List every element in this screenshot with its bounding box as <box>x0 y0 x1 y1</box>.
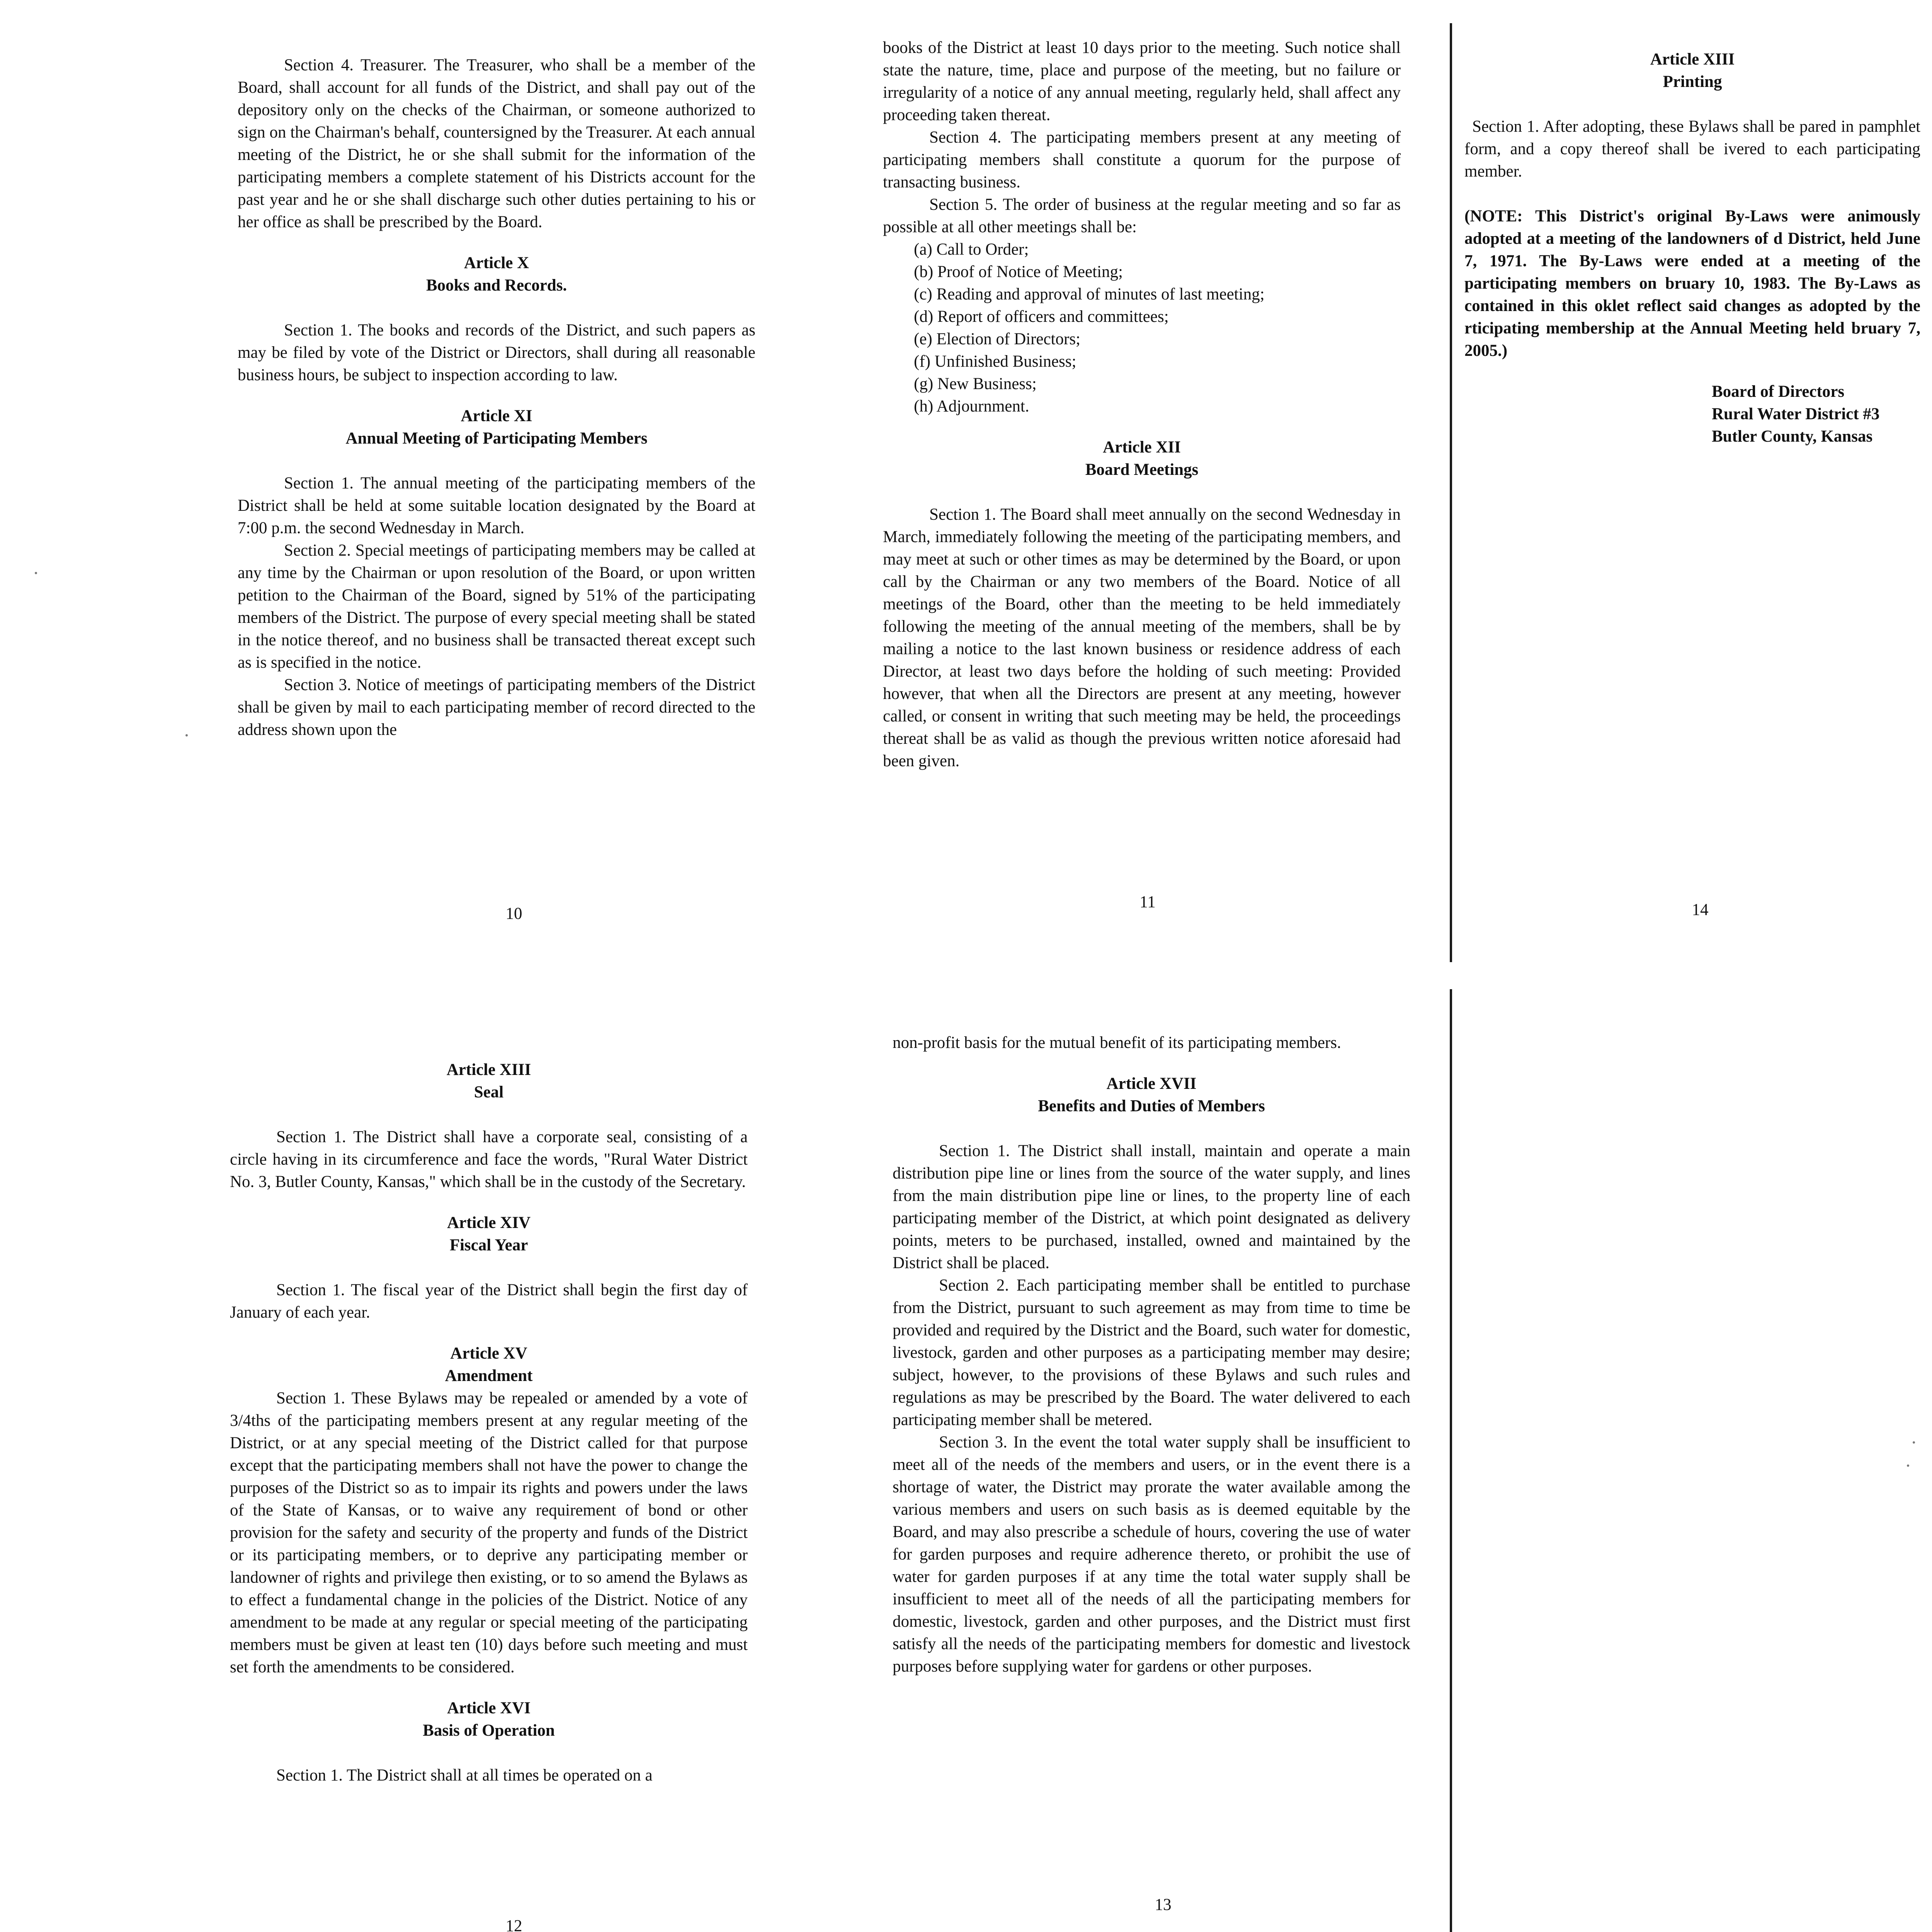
article-16-section-1: Section 1. The District shall at all times be operated on a <box>276 1766 653 1784</box>
article-14-section-1: Section 1. The fiscal year of the District shall begin the first day of January of each year. <box>230 1281 748 1321</box>
list-item: (c) Reading and approval of minutes of last meeting; <box>914 285 1265 303</box>
notice-continuation: books of the District at least 10 days prior to the meeting. Such notice shall state the nature, time, place and purpose of the meeting, but no failure or irregularity of a notice of any annual meeting, regularly held, shall affect any proceeding taken thereat. <box>883 39 1401 124</box>
article-12-section-1: Section 1. The Board shall meet annually on the second Wednesday in March, immediately following the meeting of the participating members, and may meet at such or other times as may be determined by the Board, or upon call by the Chairman or any two members of the Board. Notice of all meetings of the Board, other than the meeting to be held immediately following the meeting of the annual meeting of the members, shall be by mailing a notice to the last known business or residence address of each Director, at least two days before the holding of such meeting: Provided however, that when all the Directors are present at any meeting, however called, or consent in writing that such meeting may be held, the proceedings thereat shall be as valid as though the previous written notice aforesaid had been given. <box>883 505 1401 770</box>
scan-speck <box>1907 1464 1909 1467</box>
article-12-heading: Article XII Board Meetings <box>1085 438 1199 479</box>
article-15-heading: Article XV Amendment <box>445 1344 533 1385</box>
list-item: (e) Election of Directors; <box>914 330 1081 348</box>
page-number-10: 10 <box>505 905 522 923</box>
signature-block: Board of Directors Rural Water District #3 Butler County, Kansas <box>1712 383 1880 446</box>
article-13-section-1: Section 1. The District shall have a corporate seal, consisting of a circle having in its circumference and face the words, "Rural Water District No. 3, Butler County, Kansas," which shall be in the custody of the Secretary. <box>230 1128 748 1191</box>
article-13-seal-heading: Article XIII Seal <box>446 1061 531 1101</box>
fold-line-top <box>1450 23 1452 962</box>
list-item: (h) Adjournment. <box>914 397 1029 415</box>
article-17-section-1: Section 1. The District shall install, maintain and operate a main distribution pipe line or lines from the source of the water supply, and lines from the main distribution pipe line or lines, to the property line of each participating member of the District, at which point designated as delivery points, meters to be purchased, installed, owned and maintained by the District shall be placed. <box>893 1142 1410 1272</box>
list-item: (g) New Business; <box>914 375 1037 393</box>
list-item: (d) Report of officers and committees; <box>914 308 1169 326</box>
article-11-section-5: Section 5. The order of business at the regular meeting and so far as possible at all other meetings shall be: <box>883 196 1401 236</box>
article-11-section-3: Section 3. Notice of meetings of participating members of the District shall be given by mail to each participating member of record directed to the address shown upon the <box>238 676 755 739</box>
article-13-printing-heading: Article XIII Printing <box>1650 50 1735 91</box>
article-17-section-2: Section 2. Each participating member shall be entitled to purchase from the District, pursuant to such agreement as may from time to time be provided and required by the District and the Board, such water for domestic, livestock, garden and other purposes as a participating member may desire; subject, however, to the provisions of these Bylaws and such rules and regulations as may be prescribed by the Board. The water delivered to each participating member shall be metered. <box>893 1276 1410 1429</box>
article-11-heading: Article XI Annual Meeting of Participating Members <box>345 407 648 447</box>
list-item: (b) Proof of Notice of Meeting; <box>914 263 1123 281</box>
adoption-note: (NOTE: This District's original By-Laws were animously adopted at a meeting of the landowners of d District, held June 7, 1971. The By-Laws were ended at a meeting of the participating members on bruary 10, 1983. The By-Laws as contained in this oklet reflect said changes as adopted by the rticipating membership at the Annual Meeting held bruary 7, 2005.) <box>1464 207 1920 360</box>
list-item: (f) Unfinished Business; <box>914 352 1077 371</box>
list-item: (a) Call to Order; <box>914 240 1029 259</box>
scan-speck <box>35 572 37 574</box>
article-15-section-1: Section 1. These Bylaws may be repealed or amended by a vote of 3/4ths of the participating members present at any regular meeting of the District, or at any special meeting of the District called for that purpose except that the participating members shall not have the power to change the purposes of the District so as to impair its rights and powers under the laws of the State of Kansas, or to waive any requirement of bond or other provision for the safety and security of the property and funds of the District or its participating members, or to deprive any participating member or landowner of rights and privilege then existing, or to so amend the Bylaws as to effect a fundamental change in the policies of the District. Notice of any amendment to be made at any regular or special meeting of the participating members must be given at least ten (10) days before such meeting and must set forth the amendments to be considered. <box>230 1389 748 1676</box>
page-number-11: 11 <box>1139 893 1156 911</box>
article-14-heading: Article XIV Fiscal Year <box>447 1214 531 1254</box>
page-14 <box>1464 48 1920 448</box>
page-number-12: 12 <box>505 1917 522 1932</box>
article-11-section-4: Section 4. The participating members present at any meeting of participating members shall constitute a quorum for the purpose of transacting business. <box>883 128 1401 191</box>
page-11 <box>883 37 1401 772</box>
article-17-heading: Article XVII Benefits and Duties of Members <box>1038 1075 1265 1115</box>
page-number-14: 14 <box>1692 901 1709 919</box>
treasurer-section: Section 4. Treasurer. The Treasurer, who shall be a member of the Board, shall account for all funds of the District, and shall pay out of the depository only on the checks of the Chairman, or someone authorized to sign on the Chairman's behalf, countersigned by the Treasurer. At each annual meeting of the District, he or she shall submit for the information of the participating members a complete statement of his Districts account for the past year and he or she shall discharge such other duties pertaining to his or her office as shall be prescribed by the Board. <box>238 56 755 231</box>
fold-line-bottom <box>1450 989 1452 1932</box>
article-11-section-1: Section 1. The annual meeting of the participating members of the District shall be held at some suitable location designated by the Board at 7:00 p.m. the second Wednesday in March. <box>238 474 755 537</box>
page-12 <box>230 1059 748 1787</box>
article-17-section-3: Section 3. In the event the total water supply shall be insufficient to meet all of the needs of the members and users, or in the event there is a shortage of water, the District may prorate the water available among the various members and users on such basis as is deemed equitable by the Board, and may also prescribe a schedule of hours, covering the use of water for garden purposes and require adherence thereto, or prohibit the use of water for garden purposes if at any time the total water supply shall be insufficient to meet all of the needs of all the participating members for domestic, livestock, garden and other purposes, and the District must first satisfy all the needs of the participating members for domestic and livestock purposes before supplying water for gardens or other purposes. <box>893 1433 1410 1675</box>
basis-continuation: non-profit basis for the mutual benefit of its participating members. <box>893 1034 1341 1052</box>
page-10 <box>238 54 755 741</box>
printing-section-1: Section 1. After adopting, these Bylaws shall be pared in pamphlet form, and a copy thereof shall be ivered to each participating member. <box>1464 117 1920 180</box>
scan-speck <box>185 734 188 736</box>
article-16-heading: Article XVI Basis of Operation <box>423 1699 555 1740</box>
page-13 <box>893 1032 1410 1678</box>
article-10-heading: Article X Books and Records. <box>426 254 567 294</box>
article-11-section-2: Section 2. Special meetings of participating members may be called at any time by the Chairman or upon resolution of the Board, or upon written petition to the Chairman of the Board, signed by 51% of the participating members of the District. The purpose of every special meeting shall be stated in the notice thereof, and no business shall be transacted thereat except such as is specified in the notice. <box>238 541 755 672</box>
article-10-section-1: Section 1. The books and records of the District, and such papers as may be filed by vote of the District or Directors, shall during all reasonable business hours, be subject to inspection according to law. <box>238 321 755 384</box>
page-number-13: 13 <box>1155 1896 1172 1914</box>
order-of-business-list <box>883 238 1401 418</box>
scan-speck <box>1913 1441 1915 1444</box>
